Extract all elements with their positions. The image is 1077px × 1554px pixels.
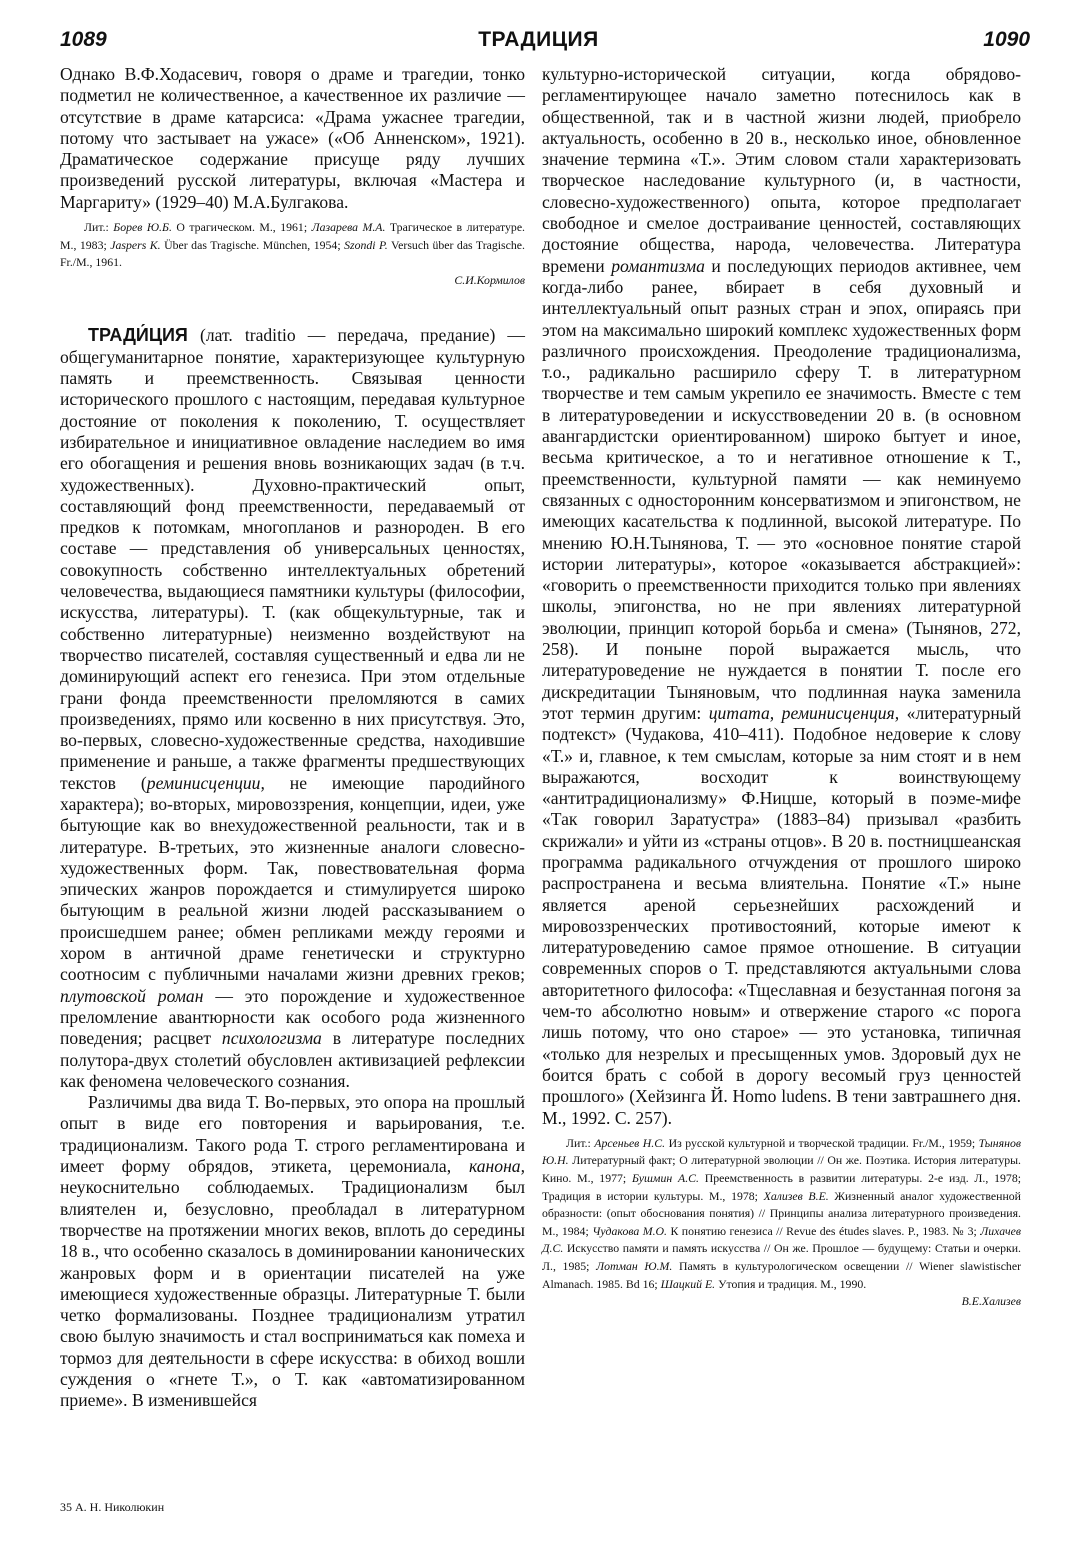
lit-text: Память в культурологическом освещении // Wiener slawistischer Almanach. 1985. Bd 16; xyxy=(542,1259,1021,1291)
lit-text: Жизненный аналог художественной образности: (опыт обоснования понятия) // Принципы анализа литературного произведения. М., 1984; xyxy=(542,1188,1021,1238)
article-headword: ТРАДИ́ЦИЯ xyxy=(88,325,188,346)
lit-text: К понятию генезиса // Revue des études slaves. P., 1983. № 3; xyxy=(667,1223,981,1238)
article-paragraph-2 xyxy=(60,1092,525,1411)
running-title: ТРАДИЦИЯ xyxy=(478,28,599,51)
article-literature xyxy=(542,1135,1021,1311)
lit-text: Versuch über das Tragische. Fr./M., 1961. xyxy=(60,237,525,270)
lit-author: Szondi P. xyxy=(344,237,388,252)
lit-text: Утопия и традиция. М., 1990. xyxy=(715,1276,867,1291)
article-paragraph-continued xyxy=(542,64,1021,1129)
lit-text: О трагическом. М., 1961; xyxy=(171,220,312,235)
right-column xyxy=(542,64,1021,1311)
lit-label: Лит.: xyxy=(84,220,114,235)
page-header xyxy=(0,28,1077,60)
lit-author: Бушмин А.С. xyxy=(631,1171,699,1186)
text-run: и последующих периодов активнее, чем когда-либо ранее, вбирает в себя духовный и интеллектуальный опыт разных стран и эпох, опираясь при этом на максимально широкий комплекс художественных форм различного происхождения. Преодоление традиционализма, т.о., радикально расширило сферу Т. в литературном творчестве и тем самым укрепило ее значимость. Вместе с тем в литературоведении и искусствоведении 20 в. (в основном авангардистски ориентированном) широко бытует и иное, весьма критическое, а то и негативное отношение к Т., преемственности, культурной памяти — как неминуемо связанных с односторонним консерватизмом и эпигонством, не имеющих касательства к подлинной, высокой литературе. По мнению Ю.Н.Тынянова, Т. — это «основное понятие старой истории литературы», которое «оказывается абстракцией»: «говорить о преемственности приходится только при явлениях школы, эпигонства, но не при явлениях литературной эволюции, принцип которой борьба и смена» (Тынянов, 272, 258). И поныне порой выражается мысль, что литературоведение не нуждается в понятии Т. после его дискредитации Тыняновым, что подлинная наука заменила этот термин другим: xyxy=(542,255,1021,723)
text-run: неукоснительно соблюдаемых. Традиционализм был влиятелен и, безусловно, преобладал в литературном творчестве на протяжении многих веков, вплоть до середины 18 в., что особенно сказалось в доминировании канонических жанровых форм и в ориентации писателей на уже имеющиеся художественные образцы. Литературные Т. были четко формализованы. Позднее традиционализм утратил свою былую значимость и стал восприниматься как помеха и тормоз для деятельности в сфере искусства: в обиход вошли суждения о «гнете Т.», о Т. как «автоматизированном приеме». В изменившейся xyxy=(60,1177,525,1411)
lit-author: Арсеньев Н.С. xyxy=(594,1135,666,1150)
text-run: Различимы два вида Т. Во-первых, это опора на прошлый опыт в виде его повторения и варьирования, т.е. традиционализм. Такого рода Т. строго регламентирована и имеет форму обрядов, этикета, церемониала, xyxy=(60,1092,525,1177)
article-paragraph-1 xyxy=(60,325,525,1092)
term-link: романтизма xyxy=(611,255,705,276)
lit-text: Литературный факт; О литературной эволюции // Он же. Поэтика. История литературы. Кино. М., 1977; xyxy=(542,1153,1021,1186)
lit-author: Лотман Ю.М. xyxy=(596,1259,673,1273)
article-signature: В.Е.Хализев xyxy=(961,1294,1021,1309)
lit-text: Трагическое в литературе. М., 1983; xyxy=(60,220,525,252)
lit-text: Über das Tragische. München, 1954; xyxy=(160,237,345,252)
lit-text: Преемственность в развитии литературы. 2-е изд. Л., 1978; Традиция в истории культуры. М., 1978; xyxy=(542,1171,1021,1203)
left-column xyxy=(60,64,525,1412)
lit-author: Тынянов Ю.Н. xyxy=(542,1135,1021,1168)
lit-author: Шацкий Е. xyxy=(660,1276,716,1291)
prev-article-signature: С.И.Кормилов xyxy=(454,272,525,287)
lit-text: Из русской культурной и творческой традиции. Fr./M., 1959; xyxy=(665,1135,979,1150)
page-footer: 35 А. Н. Николюкин xyxy=(60,1500,165,1514)
term-link: канона, xyxy=(468,1156,525,1177)
text-run: — это порождение и художественное преломление авантюрности как особого рода жизненного поведения; расцвет xyxy=(60,985,525,1049)
text-run: «литературный подтекст» (Чудакова, 410–411). Подобное недоверие к слову «Т.» и, главное, к тем смыслам, которые за ним стоят и в нем выражаются, восходит к воинствующему «антитрадиционализму» Ф.Ницше, который в поэме-мифе «Так говорил Заратустра» (1883–84) призывал «разбить скрижали» и уйти из «страны отцов». В 20 в. постницшеанская программа радикального отчуждения от прошлого широко распространена и весьма влиятельна. Понятие «Т.» ныне является ареной серьезнейших расхождений и мировоззренческих противостояний, которые имеют к литературоведению самое прямое отношение. В ситуации современных споров о Т. представляются актуальными слова авторитетного философа: «Тщеславная и безустанная погоня за чем-то абсолютно новым» и отвержение старого «с порога лишь потому, что оно старое» — это установка, типичная «только для незрелых и пресыщенных умов. Здоровый дух не боится брать с собой в дорогу весомый груз ценностей прошлого» (Хейзинга Й. Homo ludens. В тени завтрашнего дня. М., 1992. С. 257). xyxy=(542,702,1021,1128)
term-link: плутовской роман xyxy=(60,985,204,1006)
prev-article-literature xyxy=(60,219,525,289)
page-number-left: 1089 xyxy=(60,28,107,51)
text-run: не имеющие пародийного характера); во-вторых, мировоззрения, концепции, идеи, уже бытующие как во внехудожественной реальности, так и в литературе. В-третьих, это жизненные аналоги словесно-художественных форм. Так, повествовательная форма эпических жанров порождается и стимулируется широко бытующим в реальной жизни людей рассказыванием о происшедшем ранее; обмен репликами между героями и хором в античной драме генетически и структурно соотносим с публичными началами жизни древних греков; xyxy=(60,772,526,985)
page-number-right: 1090 xyxy=(983,28,1030,51)
term-link: цитата, реминисценция, xyxy=(708,702,900,723)
lit-author: Хализев В.Е. xyxy=(763,1188,829,1203)
text-run: культурно-исторической ситуации, когда обрядово-регламентирующее начало заметно потеснилось как в общественной, так и в частной жизни людей, приобрело актуальность, особенно в 20 в., несколько иное, обновленное значение термина «Т.». Этим словом стали характеризовать творческое наследование культурного (и, в частности, словесно-художественного) опыта, которое предполагает свободное и смелое достраивание ценностей, составляющих достояние общества, народа, человечества. Литература времени xyxy=(542,64,1021,276)
lit-text: Искусство памяти и память искусства // Он же. Прошлое — будущему: Статьи и очерки. Л., 1985; xyxy=(542,1241,1021,1273)
lit-label: Лит.: xyxy=(566,1135,595,1150)
lit-author: Чудакова М.О. xyxy=(592,1223,667,1238)
lit-author: Jaspers K. xyxy=(110,237,161,252)
prev-article-paragraph: Однако В.Ф.Ходасевич, говоря о драме и трагедии, тонко подметил не количественное, а качественное их различие — отсутствие в драме катарсиса: «Драма ужаснее трагедии, потому что застывает на ужасе» («Об Анненском», 1921). Драматическое содержание присуще ряду лучших произведений русской литературы, включая «Мастера и Маргариту» (1929–40) М.А.Булгакова. xyxy=(60,64,525,212)
term-link: реминисценции, xyxy=(146,772,265,793)
lit-author: Лазарева М.А. xyxy=(311,220,386,235)
term-link: психологизма xyxy=(221,1028,322,1049)
lit-author: Лихачев Д.С. xyxy=(542,1223,1021,1256)
lit-author: Борев Ю.Б. xyxy=(113,220,172,235)
text-run: в литературе последних полутора-двух столетий обусловлен активизацией рефлексии как феномена человеческого сознания. xyxy=(60,1028,525,1091)
text-run: (лат. traditio — передача, предание) — общегуманитарное понятие, характеризующее культурную память и преемственность. Связывая ценности исторического прошлого с настоящим, передавая культурное достояние от поколения к поколению, Т. осуществляет избирательное и инициативное овладение наследием во имя его обогащения и решения вновь возникающих задач (в т.ч. художественных). Духовно-практический опыт, составляющий фонд преемственности, передаваемый от предков к потомкам, многопланов и разнороден. В его составе — представления об универсальных ценностях, совокупность собственно интеллектуальных обретений человечества, выдающиеся памятники культуры (философии, искусства, литературы). Т. (как общекультурные, так и собственно литературные) неизменно воздействуют на творчество писателей, составляя существенный и едва ли не доминирующий аспект его генезиса. При этом отдельные грани фонда преемственности преломляются в самих произведениях, прямо или косвенно в них присутствуя. Это, во-первых, словесно-художественные средства, находившие применение и раньше, а также фрагменты предшествующих текстов ( xyxy=(60,325,525,793)
